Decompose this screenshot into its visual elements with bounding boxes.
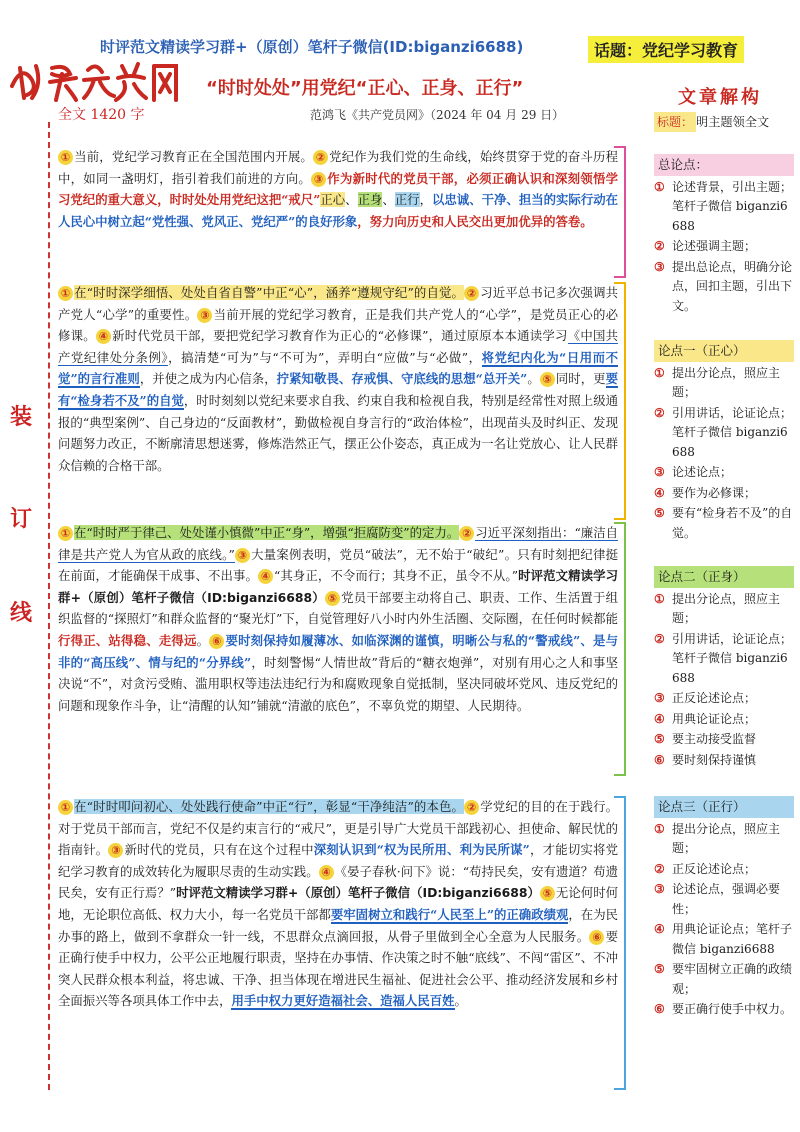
sidebar-item [654,920,794,959]
item-text: 引用讲话，论证论点；笔杆子微信 biganzi6688 [672,631,793,685]
item-text: 论述背景，引出主题；笔杆子微信 biganzi6688 [672,179,793,233]
sidebar-item [654,860,794,880]
sidebar-item [654,404,794,463]
item-text: 论述论点； [672,465,733,479]
sidebar-item [654,820,794,859]
sentence-number: ② [464,286,479,301]
sentence: 党纪作为我们党的生命线，始终贯穿于党的奋斗历程中，如同一盏明灯，指引着我们前进的方向。 [58,149,619,186]
item-text: 引用讲话，论证论点；笔杆子微信 biganzi6688 [672,405,793,459]
article-title: “时时处处”用党纪“正心、正身、正行” [206,78,524,99]
emphasis-text: 行得正、站得稳、走得远 [58,632,197,648]
point-two-heading: 在“时时严于律己、处处谨小慎微”中正“身”，增强“拒腐防变”的定力。 [74,525,460,540]
sidebar-section-intro [654,154,794,317]
item-text: 要牢固树立正确的政绩观； [672,962,793,996]
sentence: 当前开展的党纪学习教育，正是我们共产党人的“心学”，是党员正心的必修课。 [58,306,619,344]
item-text: 用典论证论点；笔杆子微信 biganzi6688 [672,922,793,956]
binding-char-2: 订 [9,507,32,532]
sidebar-item [654,178,794,237]
sidebar-item [654,730,794,750]
sentence-number: ⑥ [589,930,604,945]
sidebar-item [654,880,794,919]
punct: ， [419,192,432,208]
item-number: ⑤ [654,732,665,746]
paragraph-point-two [58,522,618,716]
sentence-number: ② [313,150,328,165]
sidebar-section-point-three [654,796,794,1021]
sidebar-section-head: 总论点： [654,154,794,176]
item-number: ② [654,405,665,420]
sentence-number: ① [58,286,73,301]
sentence: ，在为民办事的路上，做到不拿群众一针一线，不思群众点滴回报，从骨子里做到全心全意为人民服务。 [58,906,619,944]
sentence-number: ④ [96,329,111,344]
sidebar-item [654,258,794,317]
sentence-number: ③ [311,172,326,187]
sentence-number: ① [58,526,73,541]
sidebar-label-text: 明主题领全文 [696,115,770,129]
punct: 、 [382,192,395,208]
punct: 。 [454,993,467,1009]
site-logo [6,56,181,104]
item-text: 要主动接受监督 [672,732,757,746]
sentence-number: ③ [108,843,123,858]
binding-char-1: 装 [9,405,32,430]
sidebar-section-point-one [654,340,794,544]
item-text: 提出分论点，照应主题； [672,365,781,399]
emphasis-text: 拧紧知敬畏、存戒惧、守底线的思想“总开关” [276,371,528,387]
item-number: ① [654,365,665,380]
sidebar-item [654,463,794,483]
item-number: ④ [654,485,665,500]
binding-char-3: 线 [9,601,32,626]
sidebar-item [654,630,794,689]
sidebar-item [654,751,794,771]
sentence-number: ④ [319,865,334,880]
sentence: “其身正，不令而行；其身不正，虽令不从。” [273,568,519,584]
sentence-number: ① [58,150,73,165]
item-text: 提出总论点，明确分论点，回扣主题，引出下文。 [672,259,793,313]
item-text: 正反论述论点； [672,691,757,705]
sidebar-section-head: 论点三（正行） [654,796,794,818]
item-text: 要时刻保持谨慎 [672,752,757,767]
item-number: ⑥ [654,1002,665,1016]
emphasis-text: 要时刻保持如履薄冰、如临深渊的谨慎，明晰公与私的“警戒线”、是与非的“高压线”、情与纪的“分界线” [58,632,619,670]
keyword-zhengxing: 正行 [394,192,420,208]
sidebar-item [654,237,794,257]
topic-badge: 话题：党纪学习教育 [588,36,744,63]
sentence-number: ② [464,800,479,815]
sentence-number: ⑤ [325,591,340,606]
item-text: 要正确行使手中权力。 [672,1002,793,1016]
sentence: 学党纪的目的在于践行。对于党员干部而言，党纪不仅是约束言行的“戒尺”，更是引导广大党员干部践初心、担使命、解民忧的指南针。 [58,799,619,858]
sentence-number: ⑤ [540,886,555,901]
group-promo: 时评范文精读学习群+（原创）笔杆子微信（ID:biganzi6688） [176,885,540,901]
item-number: ① [654,591,665,606]
sentence: ，时时刻刻以党纪来要求自我、约束自我和检视自我，特别是经常性对照上级通报的“典型案例”、自己身边的“反面教材”，勤做检视自身言行的“政治体检”，出现苗头及时纠正、发现问题努力改正，不断廓清思想迷雾，修炼浩然正气，摆正公仆姿态，真正成为一名让党放心、让人民群众信赖的合格干部。 [58,392,618,473]
sentence: ，才能切实将党纪学习教育的成效转化为履职尽责的生动实践。 [58,842,619,879]
group-info-line: 时评范文精读学习群+（原创）笔杆子微信(ID:biganzi6688) [100,38,524,56]
point-one-heading: 在“时时深学细悟、处处自省自警”中正“心”，涵养“遵规守纪”的自觉。 [74,285,465,300]
paragraph-intro [58,146,618,232]
sentence-number: ② [459,526,474,541]
sentence: 要正确行使手中权力，公平公正地履行职责，坚持在办事情、作决策之时不触“底线”、不闯“雷区”、不冲突人民群众根本利益，将忠诚、干净、担当体现在增进民生福祉、促进社会公平、推动经济发展和乡村全面振兴等各项具体工作中去， [58,928,619,1009]
punct: 。 [527,371,540,387]
item-number: ③ [654,691,665,705]
sentence: 大量案例表明，党员“破法”，无不始于“破纪”。只有时刻把纪律挺在前面，才能确保干成事、不出事。 [58,546,618,584]
structure-sidebar [654,88,794,132]
sidebar-title: 文章解构 [678,87,762,108]
sentence-number: ① [58,800,73,815]
sentence: 新时代的党员，只有在这个过程中 [124,842,314,858]
emphasis-text: 要有“检身若不及”的自觉 [58,371,619,408]
sidebar-title-note [654,112,794,132]
sidebar-item [654,710,794,730]
cited-document: 《中国共产党纪律处分条例》 [58,328,619,365]
paragraph-point-one [58,282,618,476]
sentence: 当前，党纪学习教育正在全国范围内开展。 [74,149,313,164]
sentence-number: ④ [258,569,273,584]
sidebar-section-head: 论点一（正心） [654,340,794,362]
sentence: ，搞清楚“可为”与“不可为”，弄明白“应做”与“必做”， [168,349,482,365]
word-count: 全文 1420 字 [58,107,145,123]
item-text: 提出分论点，照应主题； [672,591,781,625]
sentence: 同时，更 [555,371,606,387]
item-text: 要有“检身若不及”的自觉。 [672,506,793,540]
item-number: ② [654,239,665,253]
quote: 习近平深刻指出：“廉洁自律是共产党人为官从政的底线。” [58,525,618,562]
item-number: ③ [654,465,665,479]
punct: 、 [345,192,358,208]
item-number: ⑤ [654,962,665,976]
item-number: ② [654,631,665,646]
sidebar-section-head: 论点二（正身） [654,566,794,588]
keyword-zhengshen: 正身 [357,192,383,208]
emphasis-text: 用手中权力更好造福社会、造福人民百姓 [231,993,455,1009]
sentence: 习近平总书记多次强调共产党人“心学”的重要性。 [58,285,619,322]
item-number: ③ [654,259,665,274]
keyword-zhengxin: 正心 [320,192,346,208]
item-number: ① [654,179,665,194]
item-text: 用典论证论点； [672,711,757,726]
sentence: ，并使之成为内心信条， [139,371,277,387]
sidebar-item [654,1000,794,1020]
item-number: ④ [654,711,665,726]
item-text: 要作为必修课； [672,485,757,500]
thesis-ending: ，努力向历史和人民交出更加优异的答卷。 [357,213,593,229]
sentence-number: ③ [235,548,250,563]
item-number: ② [654,861,665,876]
sentence: 《晏子春秋·问下》说：“苟持民矣，安有遗道？苟遗民矣，安有正行焉？” [58,863,618,901]
sentence: ，时刻警惕“人情世故”背后的“糖衣炮弹”，对别有用心之人和事坚决说“不”，对贪污受贿、滥用职权等违法违纪行为和腐败现象自觉抵制，坚决同破坏党风、违反党纪的问题和现象作斗争，让“清醒的认知”铺就“清澈的底色”，不辜负党的期望、人民期待。 [58,654,618,713]
group-promo: 时评范文精读学习群+（原创）笔杆子微信（ID:biganzi6688） [58,568,619,605]
sentence: 无论何时何地，无论职位高低、权力大小，每一名党员干部都 [58,885,618,922]
emphasis-text: 将党纪内化为“日用而不觉”的言行准则 [58,349,618,387]
sidebar-label: 标题： [654,112,696,132]
item-text: 正反论述论点； [672,861,757,876]
item-number: ④ [654,922,665,936]
item-text: 论述强调主题； [672,239,757,253]
thesis-emphasis: 以忠诚、干净、担当的实际行动在人民心中树立起“党性强、党风正、党纪严”的良好形象 [58,192,619,229]
emphasis-text: 要牢固树立和践行“人民至上”的正确政绩观 [330,906,569,922]
sentence: 新时代党员干部，要把党纪学习教育作为正心的“必修课”，通过原原本本通读学习 [111,328,568,344]
sidebar-section-point-two [654,566,794,771]
sidebar-item [654,504,794,543]
sentence-number: ⑤ [540,372,555,387]
emphasis-text: 深刻认识到“权为民所用、利为民所谋” [313,842,530,858]
sentence-number: ③ [197,308,212,323]
thesis-text: 作为新时代的党员干部，必须正确认识和深刻领悟学习党纪的重大意义，时时处处用党纪这把“戒尺” [58,170,619,208]
article-source: 范鸿飞《共产党员网》（2024 年 04 月 29 日） [310,108,565,122]
item-text: 提出分论点，照应主题； [672,821,781,855]
item-number: ⑥ [654,752,665,767]
item-number: ① [654,821,665,836]
item-text: 论述论点，强调必要性； [672,882,781,916]
sentence: 党员干部要主动将自己、职责、工作、生活置于组织监督的“探照灯”和群众监督的“聚光灯”下，自觉管理好八小时内外生活圈、交际圈，在任何时候都能 [58,589,618,627]
sidebar-item [654,960,794,999]
sidebar-item [654,590,794,629]
item-number: ③ [654,882,665,896]
paragraph-point-three [58,796,618,1012]
item-number: ⑤ [654,506,665,520]
sentence-number: ⑥ [209,634,224,649]
point-three-heading: 在“时时叩问初心、处处践行使命”中正“行”，彰显“干净纯洁”的本色。 [74,799,465,814]
punct: 。 [196,632,210,648]
sidebar-item [654,364,794,403]
sidebar-item [654,689,794,709]
sidebar-item [654,484,794,504]
